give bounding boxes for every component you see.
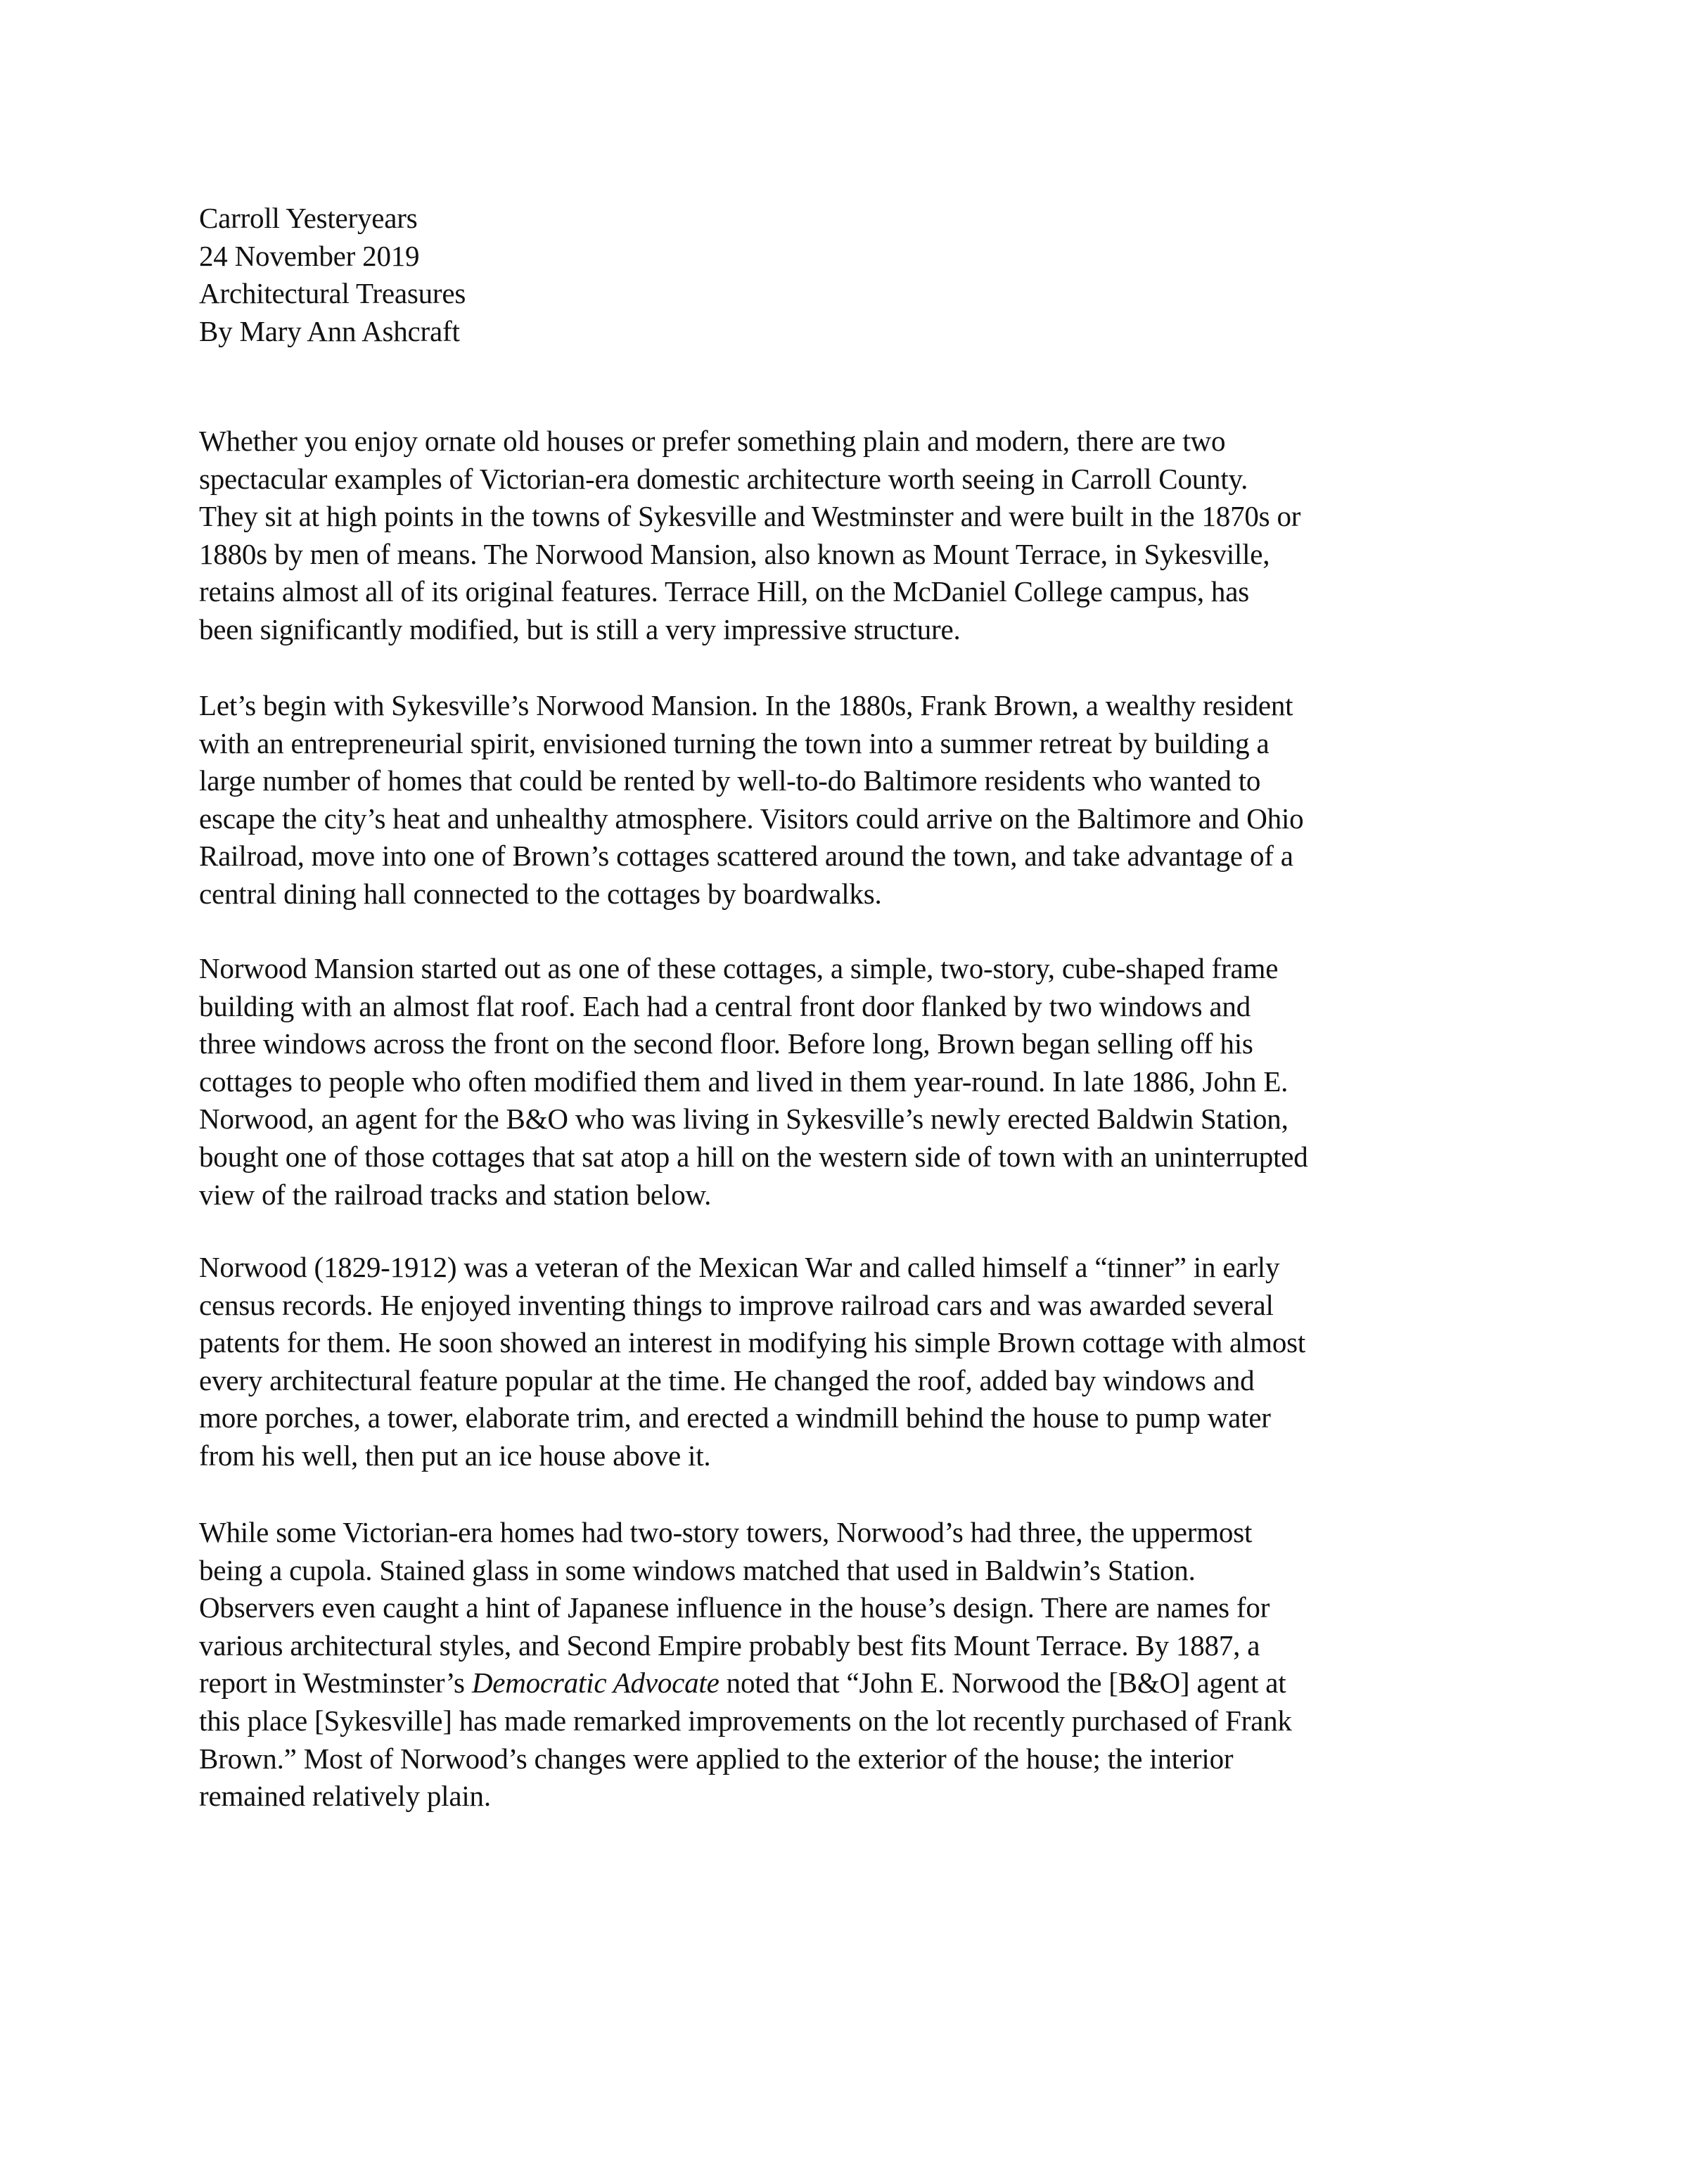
paragraph-cottages	[199, 950, 1535, 1214]
article-title: Architectural Treasures	[199, 277, 466, 310]
byline: By Mary Ann Ashcraft	[199, 314, 460, 347]
text-segment: report in Westminster’s	[199, 1666, 472, 1700]
paragraph-norwood-bio	[199, 1249, 1535, 1475]
text-line: Observers even caught a hint of Japanese influence in the house’s design. There are names for	[199, 1591, 1270, 1624]
text-line: While some Victorian-era homes had two-story towers, Norwood’s had three, the uppermost	[199, 1516, 1253, 1548]
text-line: remained relatively plain.	[199, 1780, 491, 1813]
text-line: census records. He enjoyed inventing things to improve railroad cars and was awarded several	[199, 1288, 1274, 1321]
text-line: from his well, then put an ice house above it.	[199, 1439, 711, 1472]
paragraph-towers	[199, 1514, 1535, 1816]
text-segment: noted that “John E. Norwood the [B&O] agent at	[719, 1666, 1286, 1700]
text-line: this place [Sykesville] has made remarked improvements on the lot recently purchased of Frank	[199, 1704, 1292, 1737]
text-line: spectacular examples of Victorian-era domestic architecture worth seeing in Carroll County.	[199, 462, 1248, 495]
text-line: with an entrepreneurial spirit, envisioned turning the town into a summer retreat by building a	[199, 726, 1270, 759]
paragraph-frank-brown	[199, 687, 1535, 913]
text-line: patents for them. He soon showed an interest in modifying his simple Brown cottage with almost	[199, 1326, 1306, 1359]
text-line: Norwood, an agent for the B&O who was living in Sykesville’s newly erected Baldwin Station,	[199, 1103, 1289, 1136]
text-line: been significantly modified, but is still a very impressive structure.	[199, 612, 961, 645]
text-line: being a cupola. Stained glass in some windows matched that used in Baldwin’s Station.	[199, 1553, 1196, 1586]
text-line: They sit at high points in the towns of Sykesville and Westminster and were built in the 1870s or	[199, 500, 1301, 533]
column-name: Carroll Yesteryears	[199, 202, 418, 234]
text-line: Norwood Mansion started out as one of these cottages, a simple, two-story, cube-shaped frame	[199, 952, 1279, 984]
newspaper-title: Democratic Advocate	[471, 1666, 720, 1700]
paragraph-intro	[199, 423, 1535, 649]
text-line: 1880s by men of means. The Norwood Mansion, also known as Mount Terrace, in Sykesville,	[199, 537, 1270, 570]
publication-date: 24 November 2019	[199, 239, 420, 272]
text-line: view of the railroad tracks and station below.	[199, 1178, 712, 1211]
text-line: building with an almost flat roof. Each had a central front door flanked by two windows and	[199, 989, 1251, 1022]
text-line: Norwood (1829-1912) was a veteran of the Mexican War and called himself a “tinner” in early	[199, 1251, 1280, 1283]
article-header	[199, 200, 1535, 350]
text-line: every architectural feature popular at the time. He changed the roof, added bay windows and	[199, 1363, 1255, 1396]
text-line: bought one of those cottages that sat atop a hill on the western side of town with an uninterrupted	[199, 1140, 1308, 1173]
text-line: Let’s begin with Sykesville’s Norwood Mansion. In the 1880s, Frank Brown, a wealthy resident	[199, 689, 1293, 721]
text-line: Brown.” Most of Norwood’s changes were applied to the exterior of the house; the interior	[199, 1742, 1234, 1775]
text-line: cottages to people who often modified them and lived in them year-round. In late 1886, John E.	[199, 1065, 1289, 1098]
text-line: retains almost all of its original features. Terrace Hill, on the McDaniel College campus, has	[199, 575, 1249, 608]
text-line: escape the city’s heat and unhealthy atmosphere. Visitors could arrive on the Baltimore and Ohio	[199, 802, 1304, 835]
text-line: three windows across the front on the second floor. Before long, Brown began selling off his	[199, 1027, 1253, 1060]
text-line: Railroad, move into one of Brown’s cottages scattered around the town, and take advantage of a	[199, 840, 1293, 873]
text-line: large number of homes that could be rented by well-to-do Baltimore residents who wanted to	[199, 764, 1261, 797]
text-line: more porches, a tower, elaborate trim, and erected a windmill behind the house to pump water	[199, 1401, 1271, 1434]
text-line: various architectural styles, and Second Empire probably best fits Mount Terrace. By 1887, a	[199, 1629, 1260, 1662]
text-line-with-citation	[199, 1664, 1535, 1702]
text-line: central dining hall connected to the cottages by boardwalks.	[199, 877, 882, 910]
text-line: Whether you enjoy ornate old houses or prefer something plain and modern, there are two	[199, 425, 1226, 457]
